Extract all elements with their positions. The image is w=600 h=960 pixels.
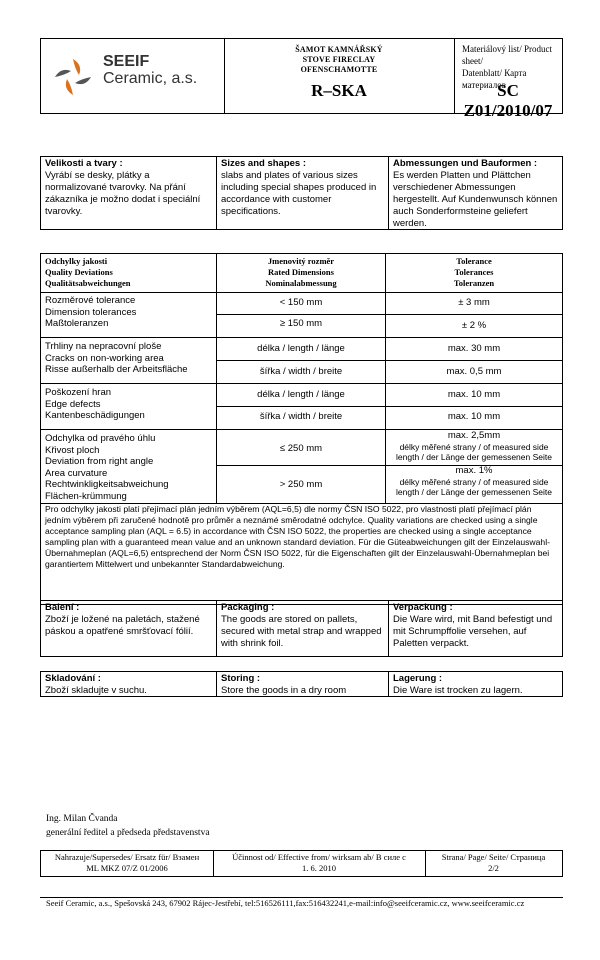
angle-row2-tolerance: max. 1% délky měřené strany / of measured side length / der Länge der gemessenen Seite (396, 465, 552, 497)
cracks-label: Trhliny na nepracovní ploše Cracks on non-working area Risse außerhalb der Arbeitsfläche (45, 341, 188, 375)
signatory-name: Ing. Milan Čvanda (46, 814, 118, 824)
seeif-logo-icon (53, 57, 93, 97)
signatory-role: generální ředitel a předseda představenstva (46, 828, 210, 838)
header-quality-deviations: Odchylky jakosti Quality Deviations Qualitätsabweichungen (45, 256, 131, 288)
material-name-cz: ŠAMOT KAMNÁŘSKÝ (295, 45, 383, 54)
material-name-en: STOVE FIRECLAY (302, 55, 376, 64)
edge-row2-dimension: šířka / width / breite (259, 411, 343, 422)
material-name-de: OFENSCHAMOTTE (300, 65, 378, 74)
header-tolerances: Tolerance Tolerances Toleranzen (453, 256, 495, 288)
storing-de: Lagerung : Die Ware ist trocken zu lagern. (393, 673, 523, 696)
packaging-section (40, 600, 563, 657)
cracks-row1-dimension: délka / length / länge (257, 343, 345, 354)
sizes-cz: Velikosti a tvary : Vyrábí se desky, plátky a normalizované tvarovky. Na přání zákazníka je možno dodat i speciální tvarovky. (41, 157, 217, 229)
tolerance-table (40, 253, 563, 605)
company-address: Seeif Ceramic, a.s., Spešovská 243, 67902 Rájec-Jestřebí, tel:516526111,fax:516432241,e-mail:info@seeifceramic.cz, www.seeifceramic.cz (46, 898, 525, 908)
storing-en: Storing : Store the goods in a dry room (217, 672, 389, 696)
cracks-row2-tolerance: max. 0,5 mm (446, 366, 502, 377)
storing-cz: Skladování : Zboží skladujte v suchu. (41, 672, 217, 696)
sizes-en: Sizes and shapes : slabs and plates of various sizes including special shapes produced in accordance with customer specifications. (217, 157, 389, 229)
logo-wordmark: SEEIF (103, 53, 150, 70)
sheet-code: SC Z01/2010/07 (463, 81, 553, 120)
angle-row2-dimension: > 250 mm (279, 479, 323, 490)
edge-row1-dimension: délka / length / länge (257, 389, 345, 400)
company-logo (41, 39, 225, 113)
size-row1-tolerance: ± 3 mm (458, 297, 490, 308)
revision-footer-table (40, 850, 563, 877)
angle-row1-tolerance: max. 2,5mm délky měřené strany / of measured side length / der Länge der gemessenen Seite (396, 430, 552, 462)
effective-from-cell: Účinnost od/ Effective from/ wirksam ab/ В силе с 1. 6. 2010 (213, 851, 426, 876)
size-row2-tolerance: ± 2 % (461, 320, 487, 331)
size-row2-dimension: ≥ 150 mm (279, 318, 323, 329)
cracks-row1-tolerance: max. 30 mm (447, 343, 501, 354)
product-name: R–SKA (311, 81, 367, 100)
logo-company-name: Ceramic, a.s. (103, 70, 198, 87)
packaging-de: Verpackung : Die Ware wird, mit Band befestigt und mit Schrumpffolie versehen, auf Paletten verpackt. (393, 602, 553, 649)
edge-row2-tolerance: max. 10 mm (447, 411, 501, 422)
document-header (40, 38, 563, 120)
angle-curvature-label: Odchylka od pravého úhlu Křivost ploch Deviation from right angle Area curvature Rechtwinkligkeitsabweichung Flächen-krümmung (45, 433, 169, 502)
edge-defects-label: Poškození hran Edge defects Kantenbeschädigungen (45, 387, 145, 421)
supersedes-cell: Nahrazuje/Supersedes/ Ersatz für/ Взамен ML MKZ 07/Z 01/2006 (41, 851, 214, 876)
packaging-en: Packaging : The goods are stored on pallets, secured with metal strap and wrapped with shrink foil. (217, 601, 389, 656)
cracks-row2-dimension: šířka / width / breite (259, 366, 343, 377)
sheet-type-label: Materiálový list/ Product sheet/ Datenblatt/ Карта материалов (462, 44, 552, 90)
edge-row1-tolerance: max. 10 mm (447, 389, 501, 400)
angle-row1-dimension: ≤ 250 mm (279, 443, 323, 454)
packaging-cz: Balení : Zboží je ložené na paletách, stažené páskou a opatřené smršťovací fólií. (41, 601, 217, 656)
sizes-section (40, 156, 563, 230)
storing-section (40, 671, 563, 697)
page-number-cell: Strana/ Page/ Seite/ Страница 2/2 (441, 852, 546, 873)
header-rated-dimensions: Jmenovitý rozměr Rated Dimensions Nominalabmessung (265, 256, 337, 288)
size-tolerance-label: Rozměrové tolerance Dimension tolerances Maßtoleranzen (45, 295, 137, 329)
acceptance-plan-note: Pro odchylky jakosti platí přejímací plán jedním výběrem (AQL=6,5) dle normy ČSN ISO 5022, pro vlastnosti platí přejímací plán jedním výběrem při zaručené hodnotě pro průměr a neznámé směrodatné odchylce. Quality variations are checked using a single acceptance sampling plan (AQL = 6.5) in accordance with ČSN ISO 5022, the properties are checked using a single acceptance sampling plan with a guaranteed mean value and an unknown standard deviation. Für die Güteabweichungen gilt der Einzelauswahl-Übernahmeplan (AQL=6,5) entsprechend der Norm ČSN ISO 5022, für die Eigenschaften gilt der Einzelauswahl-Übernahmeplan bei garantiertem Mittelwert und unbekannter Standardabweichung. (45, 504, 550, 569)
size-row1-dimension: < 150 mm (279, 297, 323, 308)
sheet-id-cell (454, 39, 562, 120)
sizes-de: Abmessungen und Bauformen : Es werden Platten und Plättchen verschiedener Abmessungen hergestellt. Auf Kundenwunsch können auch Sonderformsteine geliefert werden. (393, 158, 558, 229)
product-title-cell (224, 39, 455, 113)
